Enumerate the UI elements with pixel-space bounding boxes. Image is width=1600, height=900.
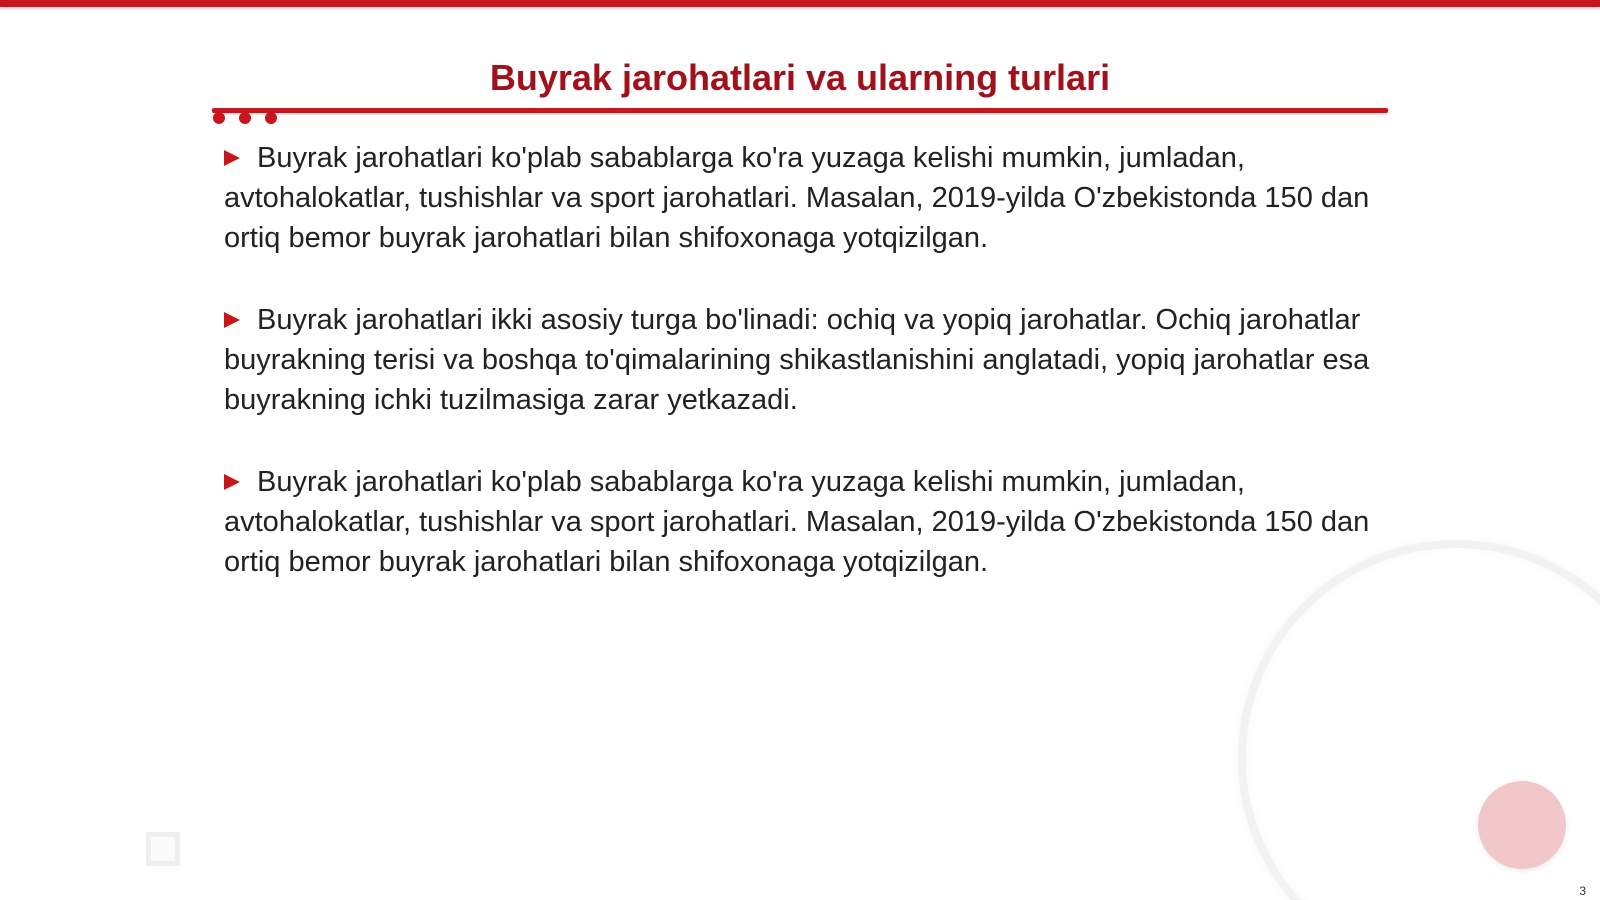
decorative-dot <box>239 112 251 124</box>
triangle-right-icon <box>224 474 240 490</box>
bullet-text: Buyrak jarohatlari ikki asosiy turga bo'linadi: ochiq va yopiq jarohatlar. Ochiq jarohatlar buyrakning terisi va boshqa to'qimalarining shikastlanishini anglatadi, yopiq jarohatlar esa buyrakning ichki tuzilmasiga zarar yetkazadi. <box>224 304 1370 416</box>
decorative-circle-pink <box>1478 781 1566 869</box>
bullet-text: Buyrak jarohatlari ko'plab sabablarga ko'ra yuzaga kelishi mumkin, jumladan, avtohalokatlar, tushishlar va sport jarohatlari. Masalan, 2019-yilda O'zbekistonda 150 dan ortiq bemor buyrak jarohatlari bilan shifoxonaga yotqizilgan. <box>224 466 1370 578</box>
bullet-list <box>224 138 1396 624</box>
title-underline <box>212 108 1388 113</box>
bullet-item <box>224 300 1396 420</box>
triangle-right-icon <box>224 150 240 166</box>
decorative-dot <box>265 112 277 124</box>
slide-title: Buyrak jarohatlari va ularning turlari <box>489 57 1111 98</box>
decorative-dot <box>213 112 225 124</box>
bullet-item <box>224 138 1396 258</box>
decorative-square <box>146 832 180 866</box>
bullet-item <box>224 462 1396 582</box>
triangle-right-icon <box>224 312 240 328</box>
bullet-text: Buyrak jarohatlari ko'plab sabablarga ko'ra yuzaga kelishi mumkin, jumladan, avtohalokatlar, tushishlar va sport jarohatlari. Masalan, 2019-yilda O'zbekistonda 150 dan ortiq bemor buyrak jarohatlari bilan shifoxonaga yotqizilgan. <box>224 142 1370 254</box>
page-number: 3 <box>1579 884 1586 898</box>
top-accent-bar <box>0 0 1600 7</box>
